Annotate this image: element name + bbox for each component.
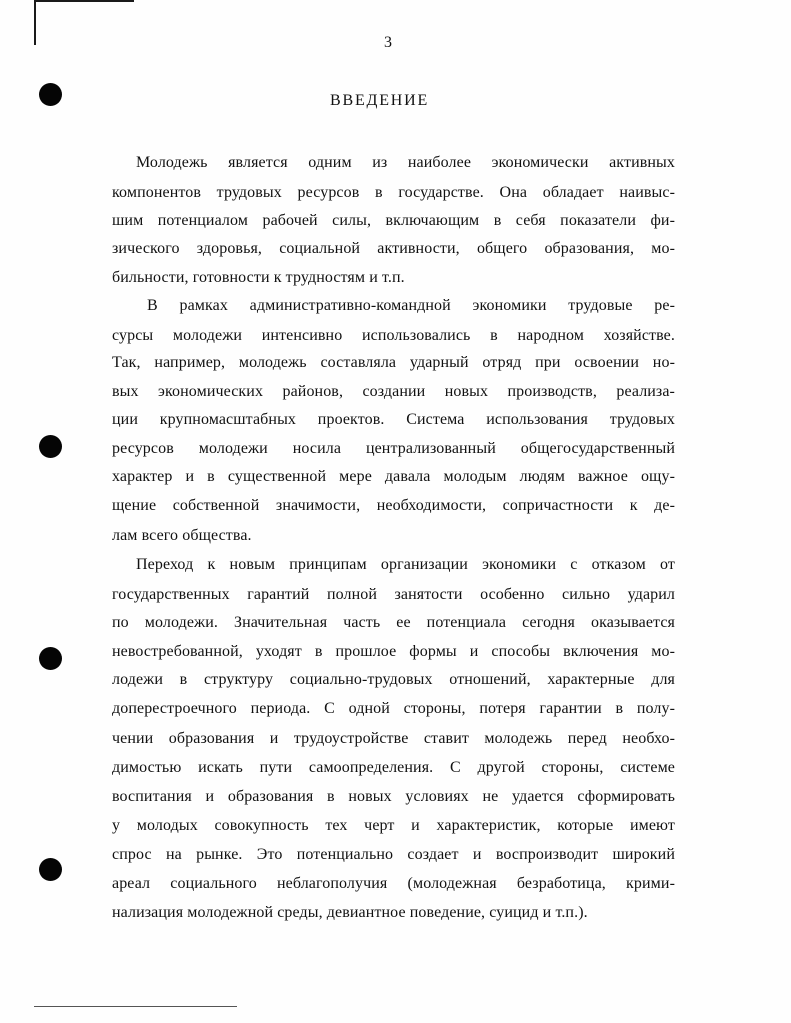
paragraph-line: сурсы молодежи интенсивно использовались в народном хозяйстве. [112,327,675,344]
paragraph-line: вых экономических районов, создании новых производств, реализа- [112,383,675,400]
paragraph-line: лодежи в структуру социально-трудовых отношений, характерные для [112,671,675,688]
bottom-scan-mark [34,1006,237,1007]
paragraph-line: Так, например, молодежь составляла ударный отряд при освоении но- [112,354,675,371]
paragraph-line: чении образования и трудоустройстве ставит молодежь перед необхо- [112,730,675,747]
punch-hole-lower-middle [39,647,62,670]
paragraph-line: бильности, готовности к трудностям и т.п. [112,269,405,286]
paragraph-line: В рамках административно-командной экономики трудовые ре- [147,297,675,314]
paragraph-line: ресурсов молодежи носила централизованный общегосударственный [112,440,675,457]
paragraph-line: по молодежи. Значительная часть ее потенциала сегодня оказывается [112,614,675,631]
paragraph-line: шим потенциалом рабочей силы, включающим в себя показатели фи- [112,212,675,229]
paragraph-line: ции крупномасштабных проектов. Система использования трудовых [112,411,675,428]
paragraph-line: характер и в существенной мере давала молодым людям важное ощу- [112,468,675,485]
page-number: 3 [384,34,392,51]
paragraph-line: Молодежь является одним из наиболее экономически активных [136,154,675,171]
paragraph-line: у молодых совокупность тех черт и характеристик, которые имеют [112,817,675,834]
paragraph-line: компонентов трудовых ресурсов в государстве. Она обладает наивыс- [112,184,675,201]
punch-hole-bottom [39,858,62,881]
paragraph-line: Переход к новым принципам организации экономики с отказом от [136,556,675,573]
paragraph-line: спрос на рынке. Это потенциально создает и воспроизводит широкий [112,846,675,863]
paragraph-line: лам всего общества. [112,527,252,544]
paragraph-line: ареал социального неблагополучия (молодежная безработица, крими- [112,875,675,892]
paragraph-line: доперестроечного периода. С одной стороны, потеря гарантии в полу- [112,700,675,717]
paragraph-line: димостью искать пути самоопределения. С другой стороны, системе [112,759,675,776]
paragraph-line: щение собственной значимости, необходимости, сопричастности к де- [112,497,675,514]
paragraph-line: нализация молодежной среды, девиантное поведение, суицид и т.п.). [112,904,588,921]
top-scan-mark [34,0,134,2]
punch-hole-top [39,83,62,106]
paragraph-line: невостребованной, уходят в прошлое формы и способы включения мо- [112,643,675,660]
paragraph-line: государственных гарантий полной занятости особенно сильно ударил [112,586,675,603]
document-title: ВВЕДЕНИЕ [330,92,430,109]
left-scan-mark [34,0,36,45]
paragraph-line: воспитания и образования в новых условиях не удается сформировать [112,788,675,805]
paragraph-line: зического здоровья, социальной активности, общего образования, мо- [112,240,675,257]
punch-hole-upper-middle [39,435,62,458]
